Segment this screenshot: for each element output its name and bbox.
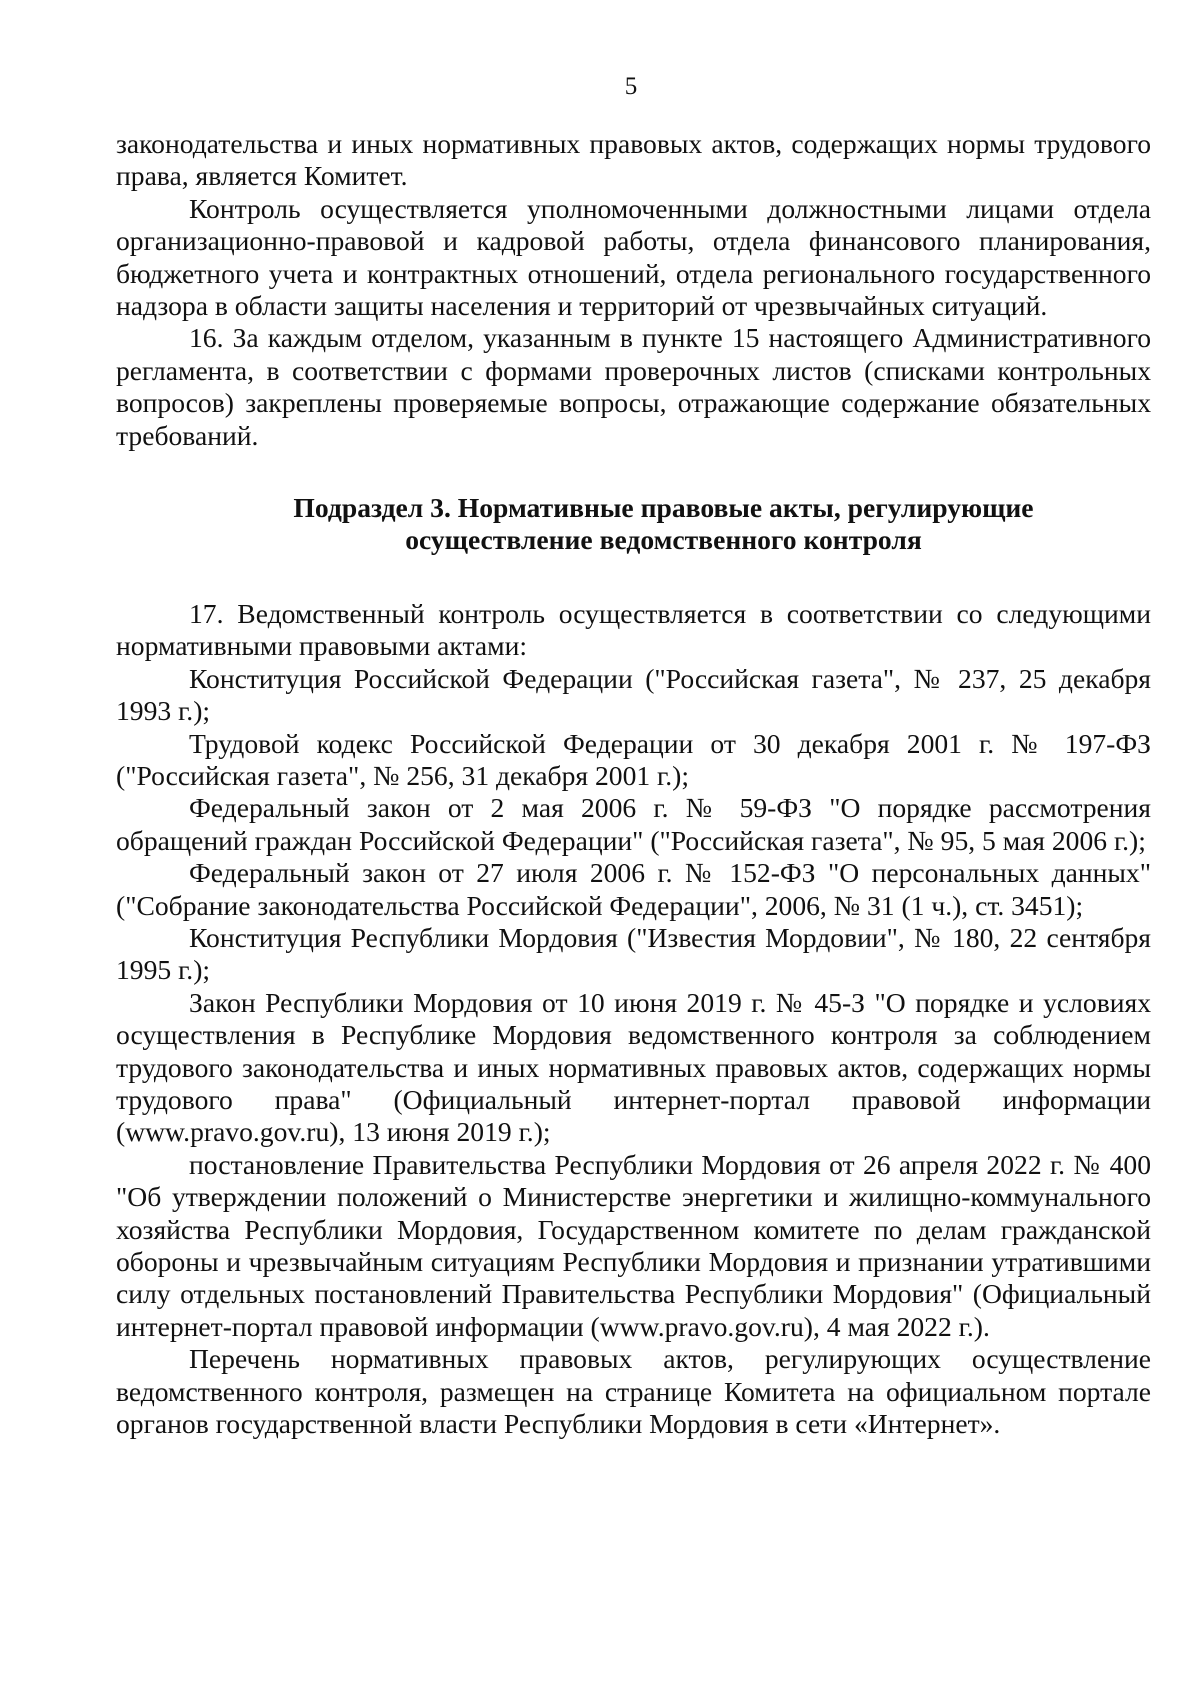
legal-act-item: Конституция Российской Федерации ("Российская газета", № 237, 25 декабря 1993 г.); bbox=[116, 662, 1151, 727]
subsection-heading bbox=[116, 492, 1151, 557]
legal-act-item: Конституция Республики Мордовия ("Известия Мордовии", № 180, 22 сентября 1995 г.); bbox=[116, 921, 1151, 986]
paragraph: Контроль осуществляется уполномоченными должностными лицами отдела организационно-правовой и кадровой работы, отдела финансового планирования, бюджетного учета и контрактных отношений, отдела регионального государственного надзора в области защиты населения и территорий от чрезвычайных ситуаций. bbox=[116, 192, 1151, 322]
page-number: 5 bbox=[624, 73, 638, 100]
paragraph: 16. За каждым отделом, указанным в пункте 15 настоящего Административного регламента, в соответствии с формами проверочных листов (списками контрольных вопросов) закреплены проверяемые вопросы, отражающие содержание обязательных требований. bbox=[116, 322, 1151, 451]
legal-act-item: Закон Республики Мордовия от 10 июня 2019 г. № 45-З "О порядке и условиях осуществления в Республике Мордовия ведомственного контроля за соблюдением трудового законодательства и иных нормативных правовых актов, содержащих нормы трудового права" (Официальный интернет-портал правовой информации (www.pravo.gov.ru), 13 июня 2019 г.); bbox=[116, 986, 1151, 1148]
paragraph: законодательства и иных нормативных правовых актов, содержащих нормы трудового права, является Комитет. bbox=[116, 128, 1151, 192]
legal-act-item: Трудовой кодекс Российской Федерации от 30 декабря 2001 г. № 197-ФЗ ("Российская газета", № 256, 31 декабря 2001 г.); bbox=[116, 727, 1151, 791]
legal-act-item: Федеральный закон от 2 мая 2006 г. № 59-ФЗ "О порядке рассмотрения обращений граждан Российской Федерации" ("Российская газета", № 95, 5 мая 2006 г.); bbox=[116, 792, 1151, 856]
legal-act-item: постановление Правительства Республики Мордовия от 26 апреля 2022 г. № 400 "Об утверждении положений о Министерстве энергетики и жилищно-коммунального хозяйства Республики Мордовия, Государственном комитете по делам гражданской обороны и чрезвычайным ситуациям Республики Мордовия и признании утратившими силу отдельных постановлений Правительства Республики Мордовия" (Официальный интернет-портал правовой информации (www.pravo.gov.ru), 4 мая 2022 г.). bbox=[116, 1148, 1151, 1342]
paragraph: 17. Ведомственный контроль осуществляется в соответствии со следующими нормативными правовыми актами: bbox=[116, 597, 1151, 662]
section-before-heading bbox=[116, 128, 1151, 452]
legal-act-item: Федеральный закон от 27 июля 2006 г. № 152-ФЗ "О персональных данных" ("Собрание законодательства Российской Федерации", 2006, № 31 (1 ч.), ст. 3451); bbox=[116, 857, 1151, 921]
heading-line: Подраздел 3. Нормативные правовые акты, регулирующие bbox=[293, 492, 1034, 524]
heading-line: осуществление ведомственного контроля bbox=[405, 524, 922, 556]
section-after-heading bbox=[116, 598, 1151, 1441]
paragraph: Перечень нормативных правовых актов, регулирующих осуществление ведомственного контроля, размещен на странице Комитета на официальном портале органов государственной власти Республики Мордовия в сети «Интернет». bbox=[116, 1343, 1151, 1440]
document-body bbox=[116, 128, 1151, 1440]
